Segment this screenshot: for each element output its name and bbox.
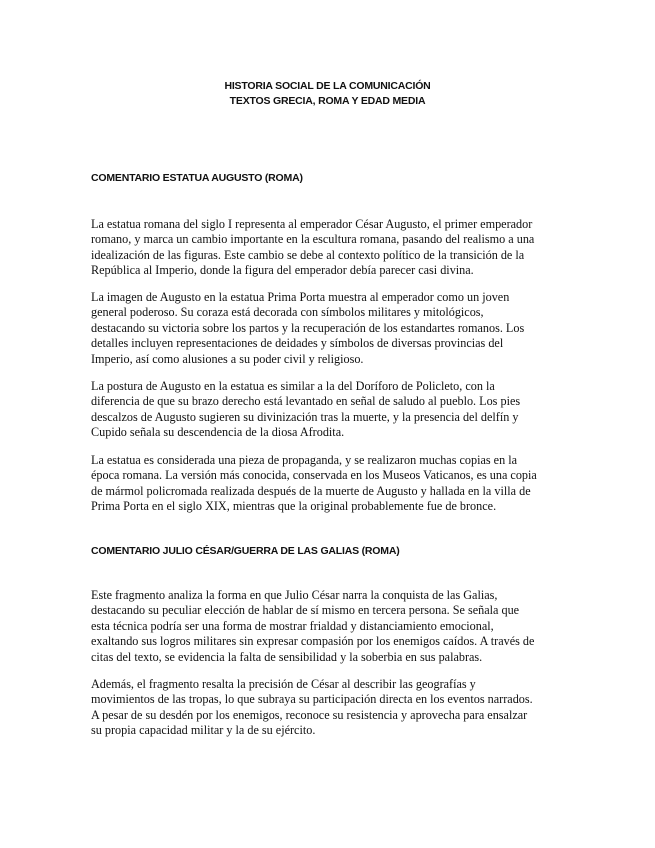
text-line: movimientos de las tropas, lo que subraya su participación directa en los eventos narrados. <box>91 692 533 707</box>
text-line: diferencia de que su brazo derecho está levantado en señal de saludo al pueblo. Los pies <box>91 394 521 409</box>
document-title <box>0 79 655 109</box>
text-line: La postura de Augusto en la estatua es similar a la del Doríforo de Policleto, con la <box>91 379 495 393</box>
text-line: general poderoso. Su coraza está decorada con símbolos militares y mitológicos, <box>91 305 484 320</box>
paragraph <box>91 379 571 441</box>
text-line: de mármol policromada realizada después de la muerte de Augusto y hallada en la villa de <box>91 483 531 498</box>
text-line: Cupido señala su descendencia de la diosa Afrodita. <box>91 425 345 440</box>
paragraph <box>91 290 571 367</box>
text-line: Prima Porta en el siglo XIX, mientras que la original probablemente fue de bronce. <box>91 499 497 514</box>
text-line: La estatua romana del siglo I representa al emperador César Augusto, el primer emperador <box>91 217 533 231</box>
title-line-2: TEXTOS GRECIA, ROMA Y EDAD MEDIA <box>229 95 426 107</box>
text-line: La estatua es considerada una pieza de propaganda, y se realizaron muchas copias en la <box>91 453 518 467</box>
section-heading-augusto: COMENTARIO ESTATUA AUGUSTO (ROMA) <box>91 172 303 184</box>
text-line: exaltando sus logros militares sin expresar compasión por los enemigos caídos. A través de <box>91 634 535 649</box>
text-line: A pesar de su desdén por los enemigos, reconoce su resistencia y aprovecha para ensalzar <box>91 707 528 722</box>
title-line-1: HISTORIA SOCIAL DE LA COMUNICACIÓN <box>224 80 431 92</box>
text-line: La imagen de Augusto en la estatua Prima Porta muestra al emperador como un joven <box>91 290 510 304</box>
text-line: destacando su peculiar elección de hablar de sí mismo en tercera persona. Se señala que <box>91 603 520 618</box>
text-line: esta técnica podría ser una forma de mostrar frialdad y distanciamiento emocional, <box>91 618 494 633</box>
text-line: Además, el fragmento resalta la precisión de César al describir las geografías y <box>91 677 476 691</box>
section-heading-julio-cesar: COMENTARIO JULIO CÉSAR/GUERRA DE LAS GALIAS (ROMA) <box>91 545 400 557</box>
text-line: época romana. La versión más conocida, conservada en los Museos Vaticanos, es una copia <box>91 468 537 483</box>
text-line: Imperio, así como alusiones a su poder civil y religioso. <box>91 351 364 366</box>
text-line: Este fragmento analiza la forma en que Julio César narra la conquista de las Galias, <box>91 588 498 602</box>
text-line: destacando su victoria sobre los partos y la recuperación de los estandartes romanos. Los <box>91 320 525 335</box>
text-line: idealización de las figuras. Este cambio se debe al contexto político de la transición de la <box>91 247 525 262</box>
text-line: romano, y marca un cambio importante en la escultura romana, pasando del realismo a una <box>91 232 535 247</box>
paragraph <box>91 677 571 739</box>
text-line: su propia capacidad militar y la de su ejército. <box>91 723 316 738</box>
text-line: descalzos de Augusto sugieren su divinización tras la muerte, y la presencia del delfín y <box>91 409 519 424</box>
text-line: República al Imperio, donde la figura del emperador debía parecer casi divina. <box>91 263 474 278</box>
paragraph <box>91 588 571 665</box>
text-line: detalles incluyen representaciones de deidades y símbolos de diversas provincias del <box>91 336 504 351</box>
text-line: citas del texto, se evidencia la falta de sensibilidad y la soberbia en sus palabras. <box>91 649 483 664</box>
paragraph <box>91 453 571 515</box>
paragraph <box>91 217 571 279</box>
